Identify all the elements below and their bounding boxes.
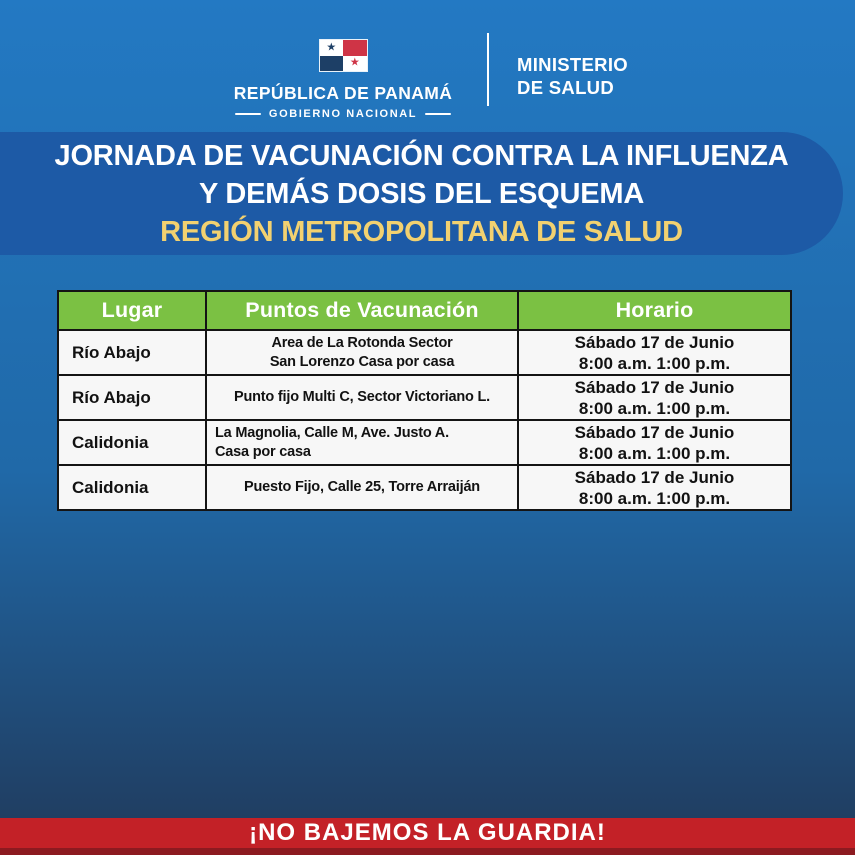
title-line-2: Y DEMÁS DOSIS DEL ESQUEMA bbox=[198, 177, 645, 210]
panama-flag-icon bbox=[320, 40, 367, 71]
punto-cell: La Magnolia, Calle M, Ave. Justo A. Casa por casa bbox=[207, 421, 517, 464]
schedule-table bbox=[57, 290, 792, 511]
flag-quadrant-white-bottom bbox=[343, 56, 367, 72]
header-divider bbox=[487, 33, 489, 106]
column-header-puntos: Puntos de Vacunación bbox=[207, 292, 517, 329]
horario-cell: Sábado 17 de Junio 8:00 a.m. 1:00 p.m. bbox=[519, 331, 790, 374]
flag-quadrant-red bbox=[343, 40, 367, 56]
ministry-line2: DE SALUD bbox=[517, 77, 614, 99]
blue-star-icon: ★ bbox=[326, 41, 337, 54]
title-line-1: JORNADA DE VACUNACIÓN CONTRA LA INFLUENZA bbox=[54, 139, 789, 172]
column-header-horario: Horario bbox=[519, 292, 790, 329]
republic-label: REPÚBLICA DE PANAMÁ bbox=[233, 83, 453, 103]
punto-cell: Puesto Fijo, Calle 25, Torre Arraiján bbox=[207, 466, 517, 509]
punto-cell: Punto fijo Multi C, Sector Victoriano L. bbox=[207, 376, 517, 419]
footer-shadow-strip bbox=[0, 848, 855, 855]
column-header-lugar: Lugar bbox=[59, 292, 205, 329]
horario-cell: Sábado 17 de Junio 8:00 a.m. 1:00 p.m. bbox=[519, 421, 790, 464]
flag-quadrant-white-top bbox=[320, 40, 344, 56]
lugar-cell: Río Abajo bbox=[59, 331, 205, 374]
government-label: GOBIERNO NACIONAL bbox=[227, 108, 459, 120]
ministry-line1: MINISTERIO bbox=[517, 54, 628, 75]
republic-logo bbox=[227, 40, 459, 120]
horario-cell: Sábado 17 de Junio 8:00 a.m. 1:00 p.m. bbox=[519, 376, 790, 419]
title-band bbox=[0, 132, 843, 255]
red-star-icon: ★ bbox=[349, 56, 360, 69]
ministry-logo bbox=[517, 53, 628, 99]
punto-cell: Area de La Rotonda Sector San Lorenzo Casa por casa bbox=[207, 331, 517, 374]
flag-quadrant-navy bbox=[320, 56, 344, 72]
lugar-cell: Calidonia bbox=[59, 421, 205, 464]
lugar-cell: Calidonia bbox=[59, 466, 205, 509]
title-line-region: REGIÓN METROPOLITANA DE SALUD bbox=[160, 215, 683, 248]
lugar-cell: Río Abajo bbox=[59, 376, 205, 419]
footer-slogan: ¡NO BAJEMOS LA GUARDIA! bbox=[249, 819, 606, 846]
horario-cell: Sábado 17 de Junio 8:00 a.m. 1:00 p.m. bbox=[519, 466, 790, 509]
footer-banner bbox=[0, 818, 855, 848]
government-header bbox=[0, 0, 855, 133]
